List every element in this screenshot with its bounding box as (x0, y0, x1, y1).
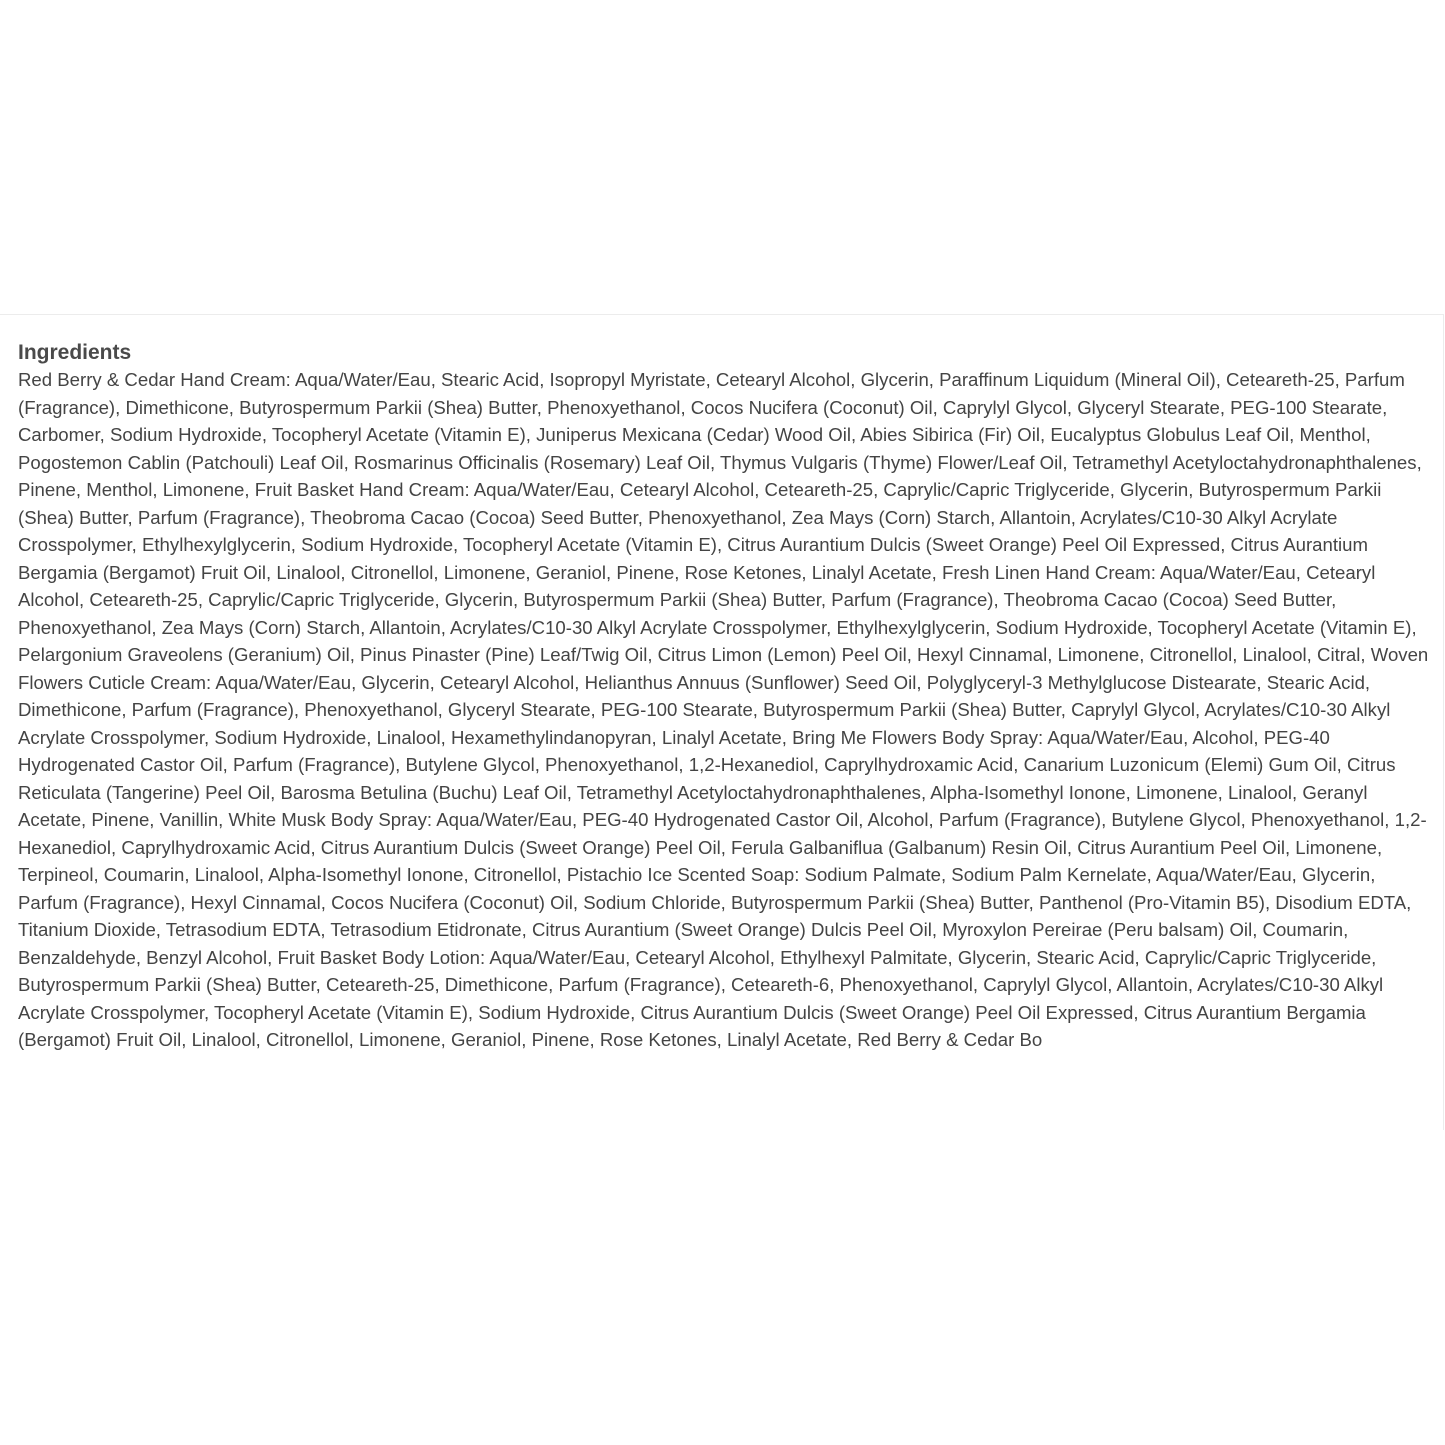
ingredients-text: Red Berry & Cedar Hand Cream: Aqua/Water/Eau, Stearic Acid, Isopropyl Myristate, Cetearyl Alcohol, Glycerin, Paraffinum Liquidum (Mineral Oil), Ceteareth-25, Parfum (Fragrance), Dimethicone, Butyrospermum Parkii (Shea) Butter, Phenoxyethanol, Cocos Nucifera (Coconut) Oil, Caprylyl Glycol, Glyceryl Stearate, PEG-100 Stearate, Carbomer, Sodium Hydroxide, Tocopheryl Acetate (Vitamin E), Juniperus Mexicana (Cedar) Wood Oil, Abies Sibirica (Fir) Oil, Eucalyptus Globulus Leaf Oil, Menthol, Pogostemon Cablin (Patchouli) Leaf Oil, Rosmarinus Officinalis (Rosemary) Leaf Oil, Thymus Vulgaris (Thyme) Flower/Leaf Oil, Tetramethyl Acetyloctahydronaphthalenes, Pinene, Menthol, Limonene, Fruit Basket Hand Cream: Aqua/Water/Eau, Cetearyl Alcohol, Ceteareth-25, Caprylic/Capric Triglyceride, Glycerin, Butyrospermum Parkii (Shea) Butter, Parfum (Fragrance), Theobroma Cacao (Cocoa) Seed Butter, Phenoxyethanol, Zea Mays (Corn) Starch, Allantoin, Acrylates/C10-30 Alkyl Acrylate Crosspolymer, Ethylhexylglycerin, Sodium Hydroxide, Tocopheryl Acetate (Vitamin E), Citrus Aurantium Dulcis (Sweet Orange) Peel Oil Expressed, Citrus Aurantium Bergamia (Bergamot) Fruit Oil, Linalool, Citronellol, Limonene, Geraniol, Pinene, Rose Ketones, Linalyl Acetate, Fresh Linen Hand Cream: Aqua/Water/Eau, Cetearyl Alcohol, Ceteareth-25, Caprylic/Capric Triglyceride, Glycerin, Butyrospermum Parkii (Shea) Butter, Parfum (Fragrance), Theobroma Cacao (Cocoa) Seed Butter, Phenoxyethanol, Zea Mays (Corn) Starch, Allantoin, Acrylates/C10-30 Alkyl Acrylate Crosspolymer, Ethylhexylglycerin, Sodium Hydroxide, Tocopheryl Acetate (Vitamin E), Pelargonium Graveolens (Geranium) Oil, Pinus Pinaster (Pine) Leaf/Twig Oil, Citrus Limon (Lemon) Peel Oil, Hexyl Cinnamal, Limonene, Citronellol, Linalool, Citral, Woven Flowers Cuticle Cream: Aqua/Water/Eau, Glycerin, Cetearyl Alcohol, Helianthus Annuus (Sunflower) Seed Oil, Polyglyceryl-3 Methylglucose Distearate, Stearic Acid, Dimethicone, Parfum (Fragrance), Phenoxyethanol, Glyceryl Stearate, PEG-100 Stearate, Butyrospermum Parkii (Shea) Butter, Caprylyl Glycol, Acrylates/C10-30 Alkyl Acrylate Crosspolymer, Sodium Hydroxide, Linalool, Hexamethylindanopyran, Linalyl Acetate, Bring Me Flowers Body Spray: Aqua/Water/Eau, Alcohol, PEG-40 Hydrogenated Castor Oil, Parfum (Fragrance), Butylene Glycol, Phenoxyethanol, 1,2-Hexanediol, Caprylhydroxamic Acid, Canarium Luzonicum (Elemi) Gum Oil, Citrus Reticulata (Tangerine) Peel Oil, Barosma Betulina (Buchu) Leaf Oil, Tetramethyl Acetyloctahydronaphthalenes, Alpha-Isomethyl Ionone, Limonene, Linalool, Geranyl Acetate, Pinene, Vanillin, White Musk Body Spray: Aqua/Water/Eau, PEG-40 Hydrogenated Castor Oil, Alcohol, Parfum (Fragrance), Butylene Glycol, Phenoxyethanol, 1,2-Hexanediol, Caprylhydroxamic Acid, Citrus Aurantium Dulcis (Sweet Orange) Peel Oil, Ferula Galbaniflua (Galbanum) Resin Oil, Citrus Aurantium Peel Oil, Limonene, Terpineol, Coumarin, Linalool, Alpha-Isomethyl Ionone, Citronellol, Pistachio Ice Scented Soap: Sodium Palmate, Sodium Palm Kernelate, Aqua/Water/Eau, Glycerin, Parfum (Fragrance), Hexyl Cinnamal, Cocos Nucifera (Coconut) Oil, Sodium Chloride, Butyrospermum Parkii (Shea) Butter, Panthenol (Pro-Vitamin B5), Disodium EDTA, Titanium Dioxide, Tetrasodium EDTA, Tetrasodium Etidronate, Citrus Aurantium (Sweet Orange) Dulcis Peel Oil, Myroxylon Pereirae (Peru balsam) Oil, Coumarin, Benzaldehyde, Benzyl Alcohol, Fruit Basket Body Lotion: Aqua/Water/Eau, Cetearyl Alcohol, Ethylhexyl Palmitate, Glycerin, Stearic Acid, Caprylic/Capric Triglyceride, Butyrospermum Parkii (Shea) Butter, Ceteareth-25, Dimethicone, Parfum (Fragrance), Ceteareth-6, Phenoxyethanol, Caprylyl Glycol, Allantoin, Acrylates/C10-30 Alkyl Acrylate Crosspolymer, Tocopheryl Acetate (Vitamin E), Sodium Hydroxide, Citrus Aurantium Dulcis (Sweet Orange) Peel Oil Expressed, Citrus Aurantium Bergamia (Bergamot) Fruit Oil, Linalool, Citronellol, Limonene, Geraniol, Pinene, Rose Ketones, Linalyl Acetate, Red Berry & Cedar Bo (18, 369, 1429, 1050)
ingredients-panel (0, 314, 1444, 1130)
ingredients-heading: Ingredients (18, 341, 132, 364)
